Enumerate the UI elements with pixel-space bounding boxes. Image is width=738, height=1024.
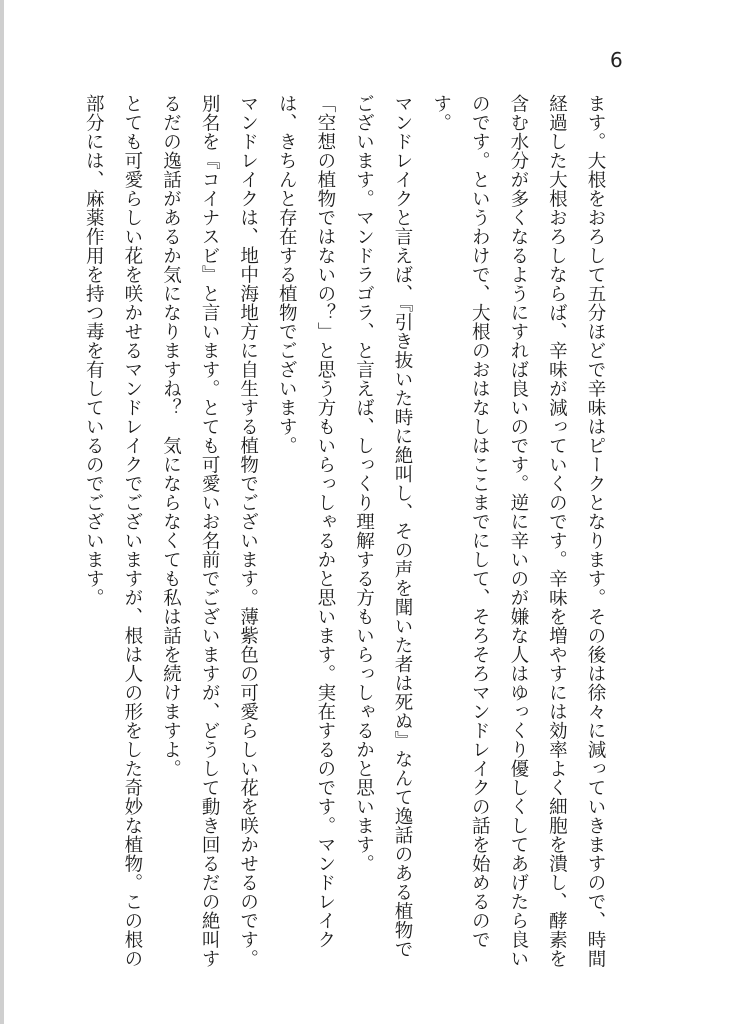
paragraph: マンドレイクは、地中海地方に自生する植物でございます。薄紫色の可愛らしい花を咲かせるのです。別名を『コイナスビ』と言います。とても可愛いお名前でございますが、どうして動き回るだの絶叫するだの逸話があるか気になりますね？ 気にならなくても私は話を続けますよ。 — [160, 94, 259, 968]
paragraph: 「空想の植物ではないの？」と思う方もいらっしゃるかと思います。実在するのです。マンドレイクは、きちんと存在する植物でございます。 — [276, 94, 336, 949]
body-text — [74, 94, 614, 974]
paragraph: マンドレイクと言えば、『引き抜いた時に絶叫し、その声を聞いた者は死ぬ』なんて逸話のある植物でございます。マンドラゴラ、と言えば、しっくり理解する方もいらっしゃるかと思います。 — [353, 94, 414, 959]
paragraph: ます。大根をおろして五分ほどで辛味はピークとなります。その後は徐々に減っていきますので、時間経過した大根おろしならば、辛味が減っていくのです。辛味を増やすには効率よく細胞を潰し、酵素を含む水分が多くなるようにすれば良いのです。逆に辛いのが嫌な人はゆっくり優しくしてあげたら良いのです。というわけで、大根のおはなしはここまでにして、そろそろマンドレイクの話を始めるのです。 — [430, 94, 606, 968]
paragraph: とても可愛らしい花を咲かせるマンドレイクでございますが、根は人の形をした奇妙な植物。この根の部分には、麻薬作用を持つ毒を有しているのでございます。 — [83, 94, 143, 968]
page-edge — [0, 0, 4, 1024]
page-number: 6 — [610, 48, 623, 72]
